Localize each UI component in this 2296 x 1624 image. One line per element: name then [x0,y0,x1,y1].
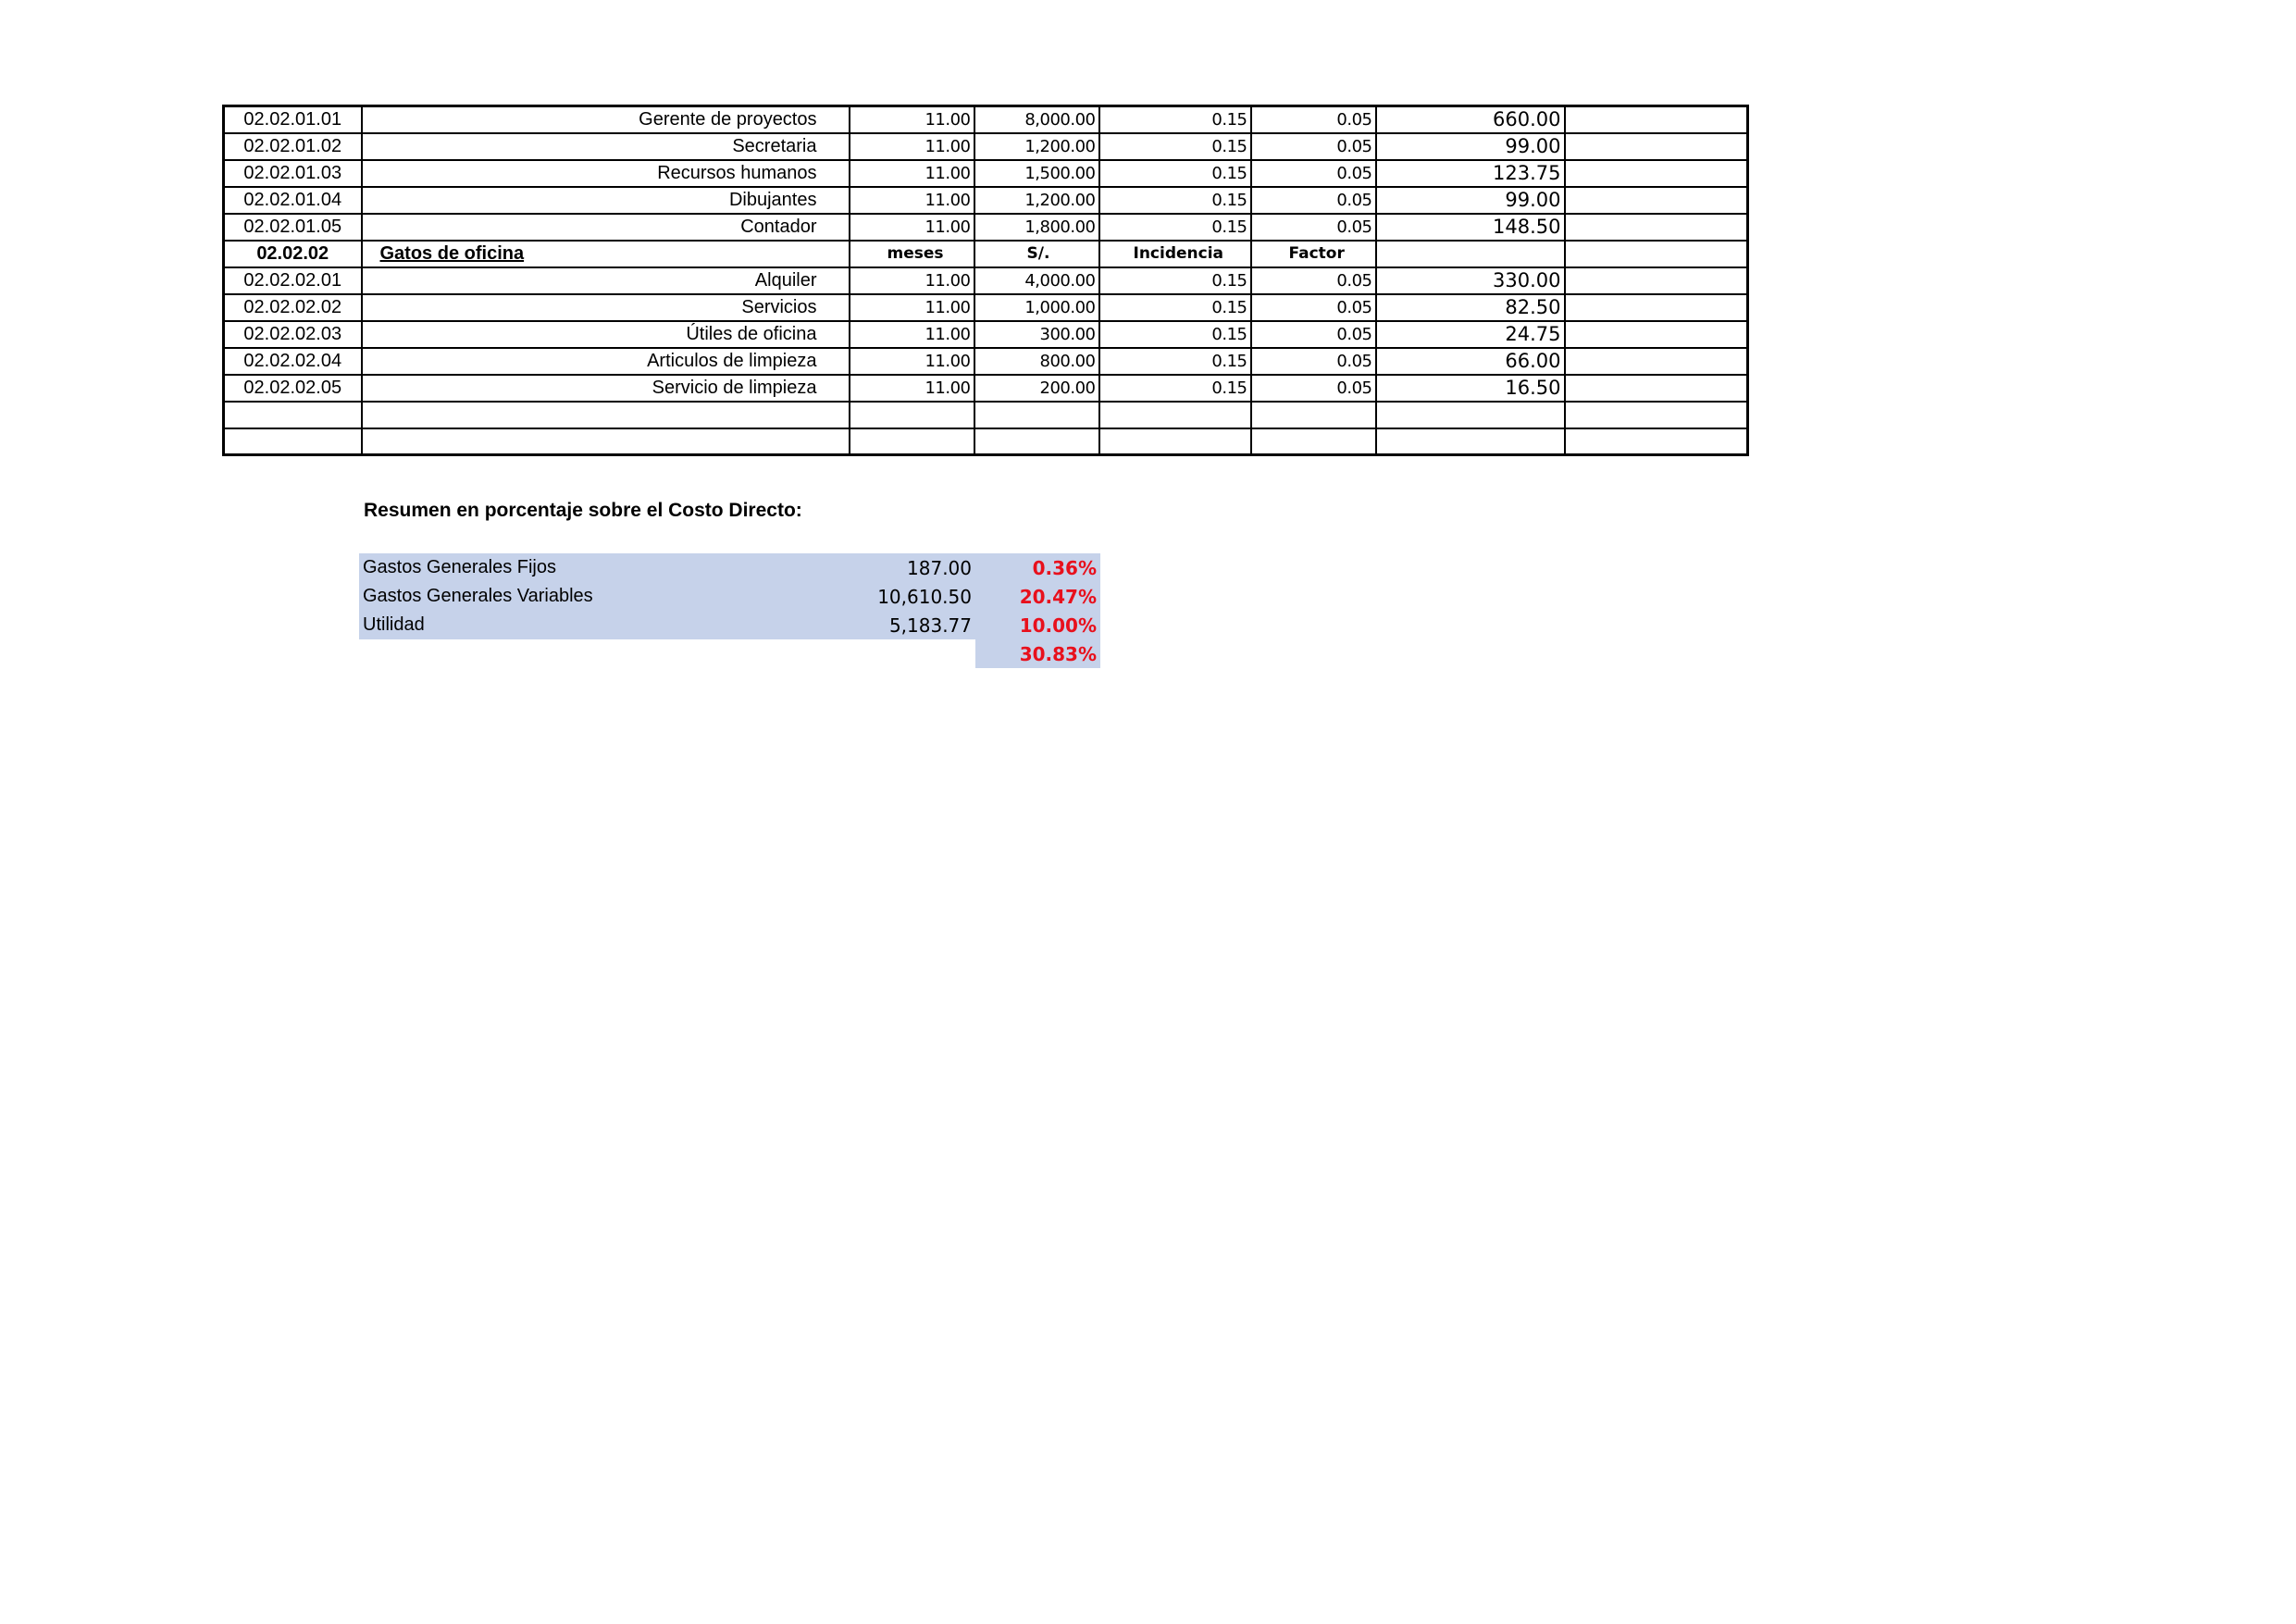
item-meses: 11.00 [850,348,974,375]
summary-percent: 20.47% [975,582,1100,611]
empty-cell [1565,267,1748,294]
item-code: 02.02.01.03 [224,160,362,187]
item-code: 02.02.02.05 [224,375,362,402]
item-total: 148.50 [1376,214,1565,241]
summary-row [359,611,1100,639]
cost-breakdown-table [222,105,1749,456]
empty-cell [1565,187,1748,214]
item-factor: 0.05 [1251,267,1376,294]
item-meses: 11.00 [850,321,974,348]
item-meses: 11.00 [850,187,974,214]
summary-row [359,582,1100,611]
item-monto: 300.00 [974,321,1099,348]
item-monto: 4,000.00 [974,267,1099,294]
item-description: Servicio de limpieza [362,375,850,402]
item-incidencia: 0.15 [1099,375,1251,402]
summary-total-row [359,639,1100,668]
table-row [224,214,1748,241]
summary-label: Gastos Generales Fijos [359,553,850,582]
summary-amount: 5,183.77 [850,611,975,639]
item-total: 99.00 [1376,133,1565,160]
item-description: Dibujantes [362,187,850,214]
summary-table [359,553,1100,668]
item-meses: 11.00 [850,267,974,294]
item-total: 660.00 [1376,106,1565,133]
item-factor: 0.05 [1251,214,1376,241]
empty-cell [1565,375,1748,402]
item-monto: 1,200.00 [974,187,1099,214]
item-factor: 0.05 [1251,187,1376,214]
item-meses: 11.00 [850,133,974,160]
item-code: 02.02.02.02 [224,294,362,321]
empty-cell [1565,294,1748,321]
item-incidencia: 0.15 [1099,133,1251,160]
table-row [224,187,1748,214]
summary-amount: 10,610.50 [850,582,975,611]
column-header-incidencia: Incidencia [1099,241,1251,267]
item-description: Alquiler [362,267,850,294]
item-incidencia: 0.15 [1099,294,1251,321]
item-factor: 0.05 [1251,348,1376,375]
item-monto: 1,200.00 [974,133,1099,160]
table-row [224,375,1748,402]
item-code: 02.02.02.03 [224,321,362,348]
item-factor: 0.05 [1251,106,1376,133]
table-row [224,267,1748,294]
item-meses: 11.00 [850,375,974,402]
item-description: Útiles de oficina [362,321,850,348]
summary-label: Utilidad [359,611,850,639]
item-total: 66.00 [1376,348,1565,375]
item-incidencia: 0.15 [1099,321,1251,348]
column-header-meses: meses [850,241,974,267]
summary-percent: 10.00% [975,611,1100,639]
item-factor: 0.05 [1251,133,1376,160]
column-header-monto: S/. [974,241,1099,267]
item-code: 02.02.01.01 [224,106,362,133]
summary-row [359,553,1100,582]
item-meses: 11.00 [850,214,974,241]
item-code: 02.02.01.05 [224,214,362,241]
empty-cell [1565,160,1748,187]
item-monto: 8,000.00 [974,106,1099,133]
item-incidencia: 0.15 [1099,214,1251,241]
item-monto: 200.00 [974,375,1099,402]
item-description: Articulos de limpieza [362,348,850,375]
item-monto: 1,800.00 [974,214,1099,241]
table-row [224,321,1748,348]
item-code: 02.02.02.01 [224,267,362,294]
empty-cell [1565,106,1748,133]
item-total: 82.50 [1376,294,1565,321]
table-row [224,160,1748,187]
section-title: Gatos de oficina [362,241,850,267]
item-description: Secretaria [362,133,850,160]
item-factor: 0.05 [1251,294,1376,321]
empty-cell [1565,214,1748,241]
empty-cell [1376,241,1565,267]
column-header-factor: Factor [1251,241,1376,267]
item-meses: 11.00 [850,106,974,133]
item-factor: 0.05 [1251,375,1376,402]
section-header-row [224,241,1748,267]
section-code: 02.02.02 [224,241,362,267]
item-monto: 1,500.00 [974,160,1099,187]
item-meses: 11.00 [850,160,974,187]
item-total: 330.00 [1376,267,1565,294]
item-incidencia: 0.15 [1099,106,1251,133]
empty-cell [1565,348,1748,375]
item-description: Contador [362,214,850,241]
empty-cell [1565,321,1748,348]
table-row [224,294,1748,321]
item-description: Gerente de proyectos [362,106,850,133]
item-code: 02.02.01.02 [224,133,362,160]
item-incidencia: 0.15 [1099,348,1251,375]
table-row [224,348,1748,375]
item-incidencia: 0.15 [1099,160,1251,187]
item-factor: 0.05 [1251,160,1376,187]
empty-cell [1565,241,1748,267]
item-meses: 11.00 [850,294,974,321]
item-total: 24.75 [1376,321,1565,348]
item-monto: 800.00 [974,348,1099,375]
empty-row [224,428,1748,455]
summary-total-percent: 30.83% [975,639,1100,668]
item-total: 99.00 [1376,187,1565,214]
summary-percent: 0.36% [975,553,1100,582]
summary-title: Resumen en porcentaje sobre el Costo Directo: [364,500,802,521]
item-incidencia: 0.15 [1099,187,1251,214]
empty-cell [1565,133,1748,160]
item-total: 123.75 [1376,160,1565,187]
item-code: 02.02.02.04 [224,348,362,375]
table-row [224,133,1748,160]
summary-amount: 187.00 [850,553,975,582]
item-description: Recursos humanos [362,160,850,187]
item-description: Servicios [362,294,850,321]
summary-label: Gastos Generales Variables [359,582,850,611]
table-row [224,106,1748,133]
empty-row [224,402,1748,428]
item-factor: 0.05 [1251,321,1376,348]
item-total: 16.50 [1376,375,1565,402]
item-monto: 1,000.00 [974,294,1099,321]
item-incidencia: 0.15 [1099,267,1251,294]
item-code: 02.02.01.04 [224,187,362,214]
